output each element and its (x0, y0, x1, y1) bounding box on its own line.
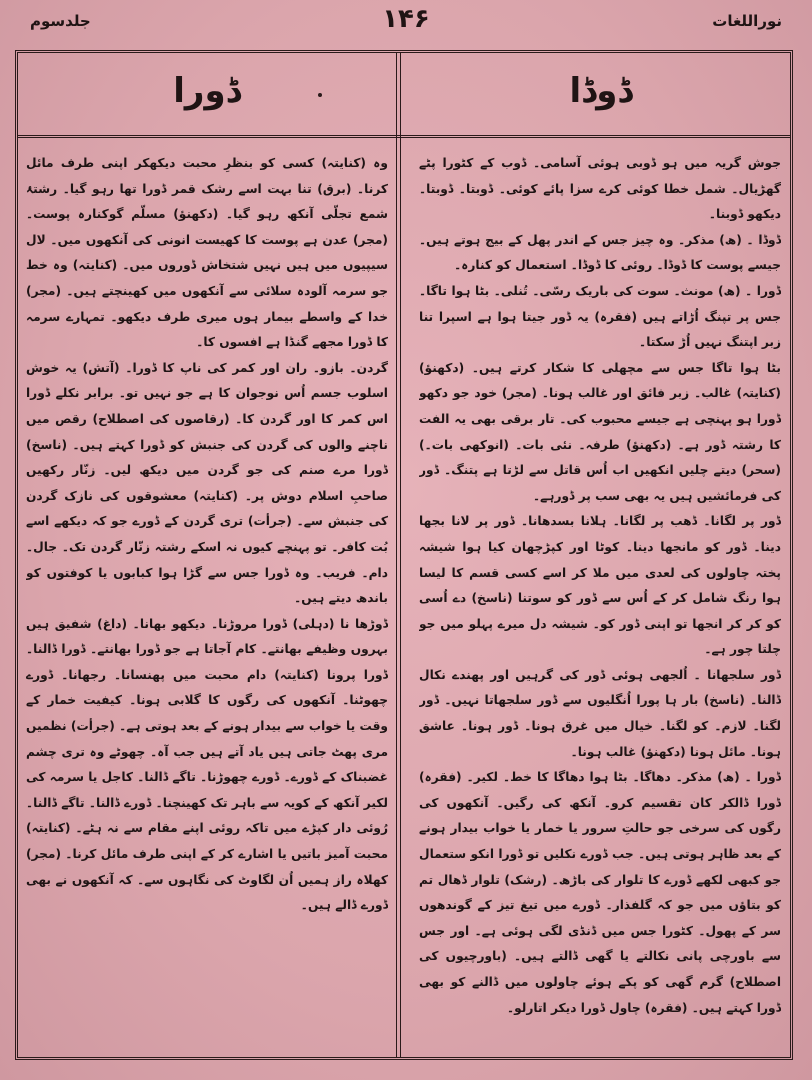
left-column-text (26, 151, 388, 1046)
volume-label: جلدسوم (30, 12, 91, 30)
running-head (30, 4, 782, 44)
right-paragraph: ڈور پر لگانا۔ ڈھب پر لگانا۔ ہلانا بسدھانا۔ ڈور پر لانا بجھا دینا۔ ڈور کو مانجھا دینا۔ کوٹا اور کپڑچھان کیا ہوا شیشہ پختہ چاولوں کی لعدی میں ملا کر اسے کسی قسم کا لیسا ہوا رنگ شامل کر کے اُس سے ڈور کو سوتنا (ناسخ) دے اُسی کو کر کر انجھا تو اپنی ڈور کو۔ شیشہ دل میرے پہلو میں جو چلتا چور ہے۔ (419, 514, 781, 657)
right-paragraph: ڈورا ۔ (ھ) مذکر۔ دھاگا۔ بٹا ہوا دھاگا کا خط۔ لکیر۔ (فقرہ) ڈورا ڈالکر کان تقسیم کرو۔ آنکھ کی رگیں۔ آنکھوں کی رگوں کی سرخی جو حالتِ سرور یا خمار یا خواب بیدار ہونے کے بعد ظاہر ہوتی ہیں۔ جب ڈورے نکلیں تو ڈورا انکو ستعمال جو کبھی لکھے ڈورے کا تلوار کی باڑھ۔ (رشک) تلوار ڈھال تم کو بتاؤں میں جو کہ گلفذار۔ ڈورے میں تیغ تیز کے گوندھوں سر کے پھول۔ کٹورا جس میں ڈنڈی لگی ہوئی ہے۔ اور جس سے باورچی پانی نکالتے یا گھی ڈالتے ہیں۔ (باورچیوں کی اصطلاح) گرم گھی کو پکے ہوئے چاولوں میں ڈالنے کو بھی ڈورا کہتے ہیں۔ (فقرہ) چاول ڈورا دیکر اتارلو۔ (419, 770, 781, 1015)
page-frame (15, 50, 793, 1060)
right-paragraph: ڈوڈا ۔ (ھ) مذکر۔ وہ چیز جس کے اندر پھل کے بیج ہوتے ہیں۔ جیسے پوست کا ڈوڈا۔ روئی کا ڈوڈا۔ استعمال کو کنارہ۔ (419, 232, 781, 273)
book-title: نوراللغات (712, 12, 782, 30)
left-paragraph: وہ (کنایتہ) کسی کو بنظرِ محبت دیکھکر اپنی طرف مائل کرنا۔ (برق) تنا بہت اسے رشک قمر ڈورا تھا رہو گیا۔ رشتۂ شمع تجلّی آنکھ رہو گیا۔ (دکھنؤ) مسلّم گوکنارہ پوست۔ (مجر) عدن ہے پوست کا کھیست انونی کی آنکھوں میں۔ لال سیپیوں میں ہیں نہیں شتخاش ڈوروں میں۔ (کنایتہ) وہ خط جو سرمہ آلودہ سلائی سے آنکھوں میں کھینچتے ہیں۔ (مجر) خدا کے واسطے بیمار ہوں میری طرف دیکھو۔ تمہارے سرمہ کا ڈورا مجھے گنڈا ہے افسوں کا۔ (26, 156, 388, 350)
right-paragraph: بٹا ہوا تاگا جس سے مچھلی کا شکار کرتے ہیں۔ (دکھنؤ) (کنایتہ) غالب۔ زبر فائق اور غالب ہونا۔ (مجر) خود جو دکھو ڈورا ہو پہنچی ہے جیسے محبوب کی۔ تار برقی بھی یہ الفت کا رشتہ ڈور ہے۔ (دکھنؤ) طرفہ۔ نئی بات۔ (انوکھی بات۔) (سحر) دیتے چلیں انکھیں اب اُس قاتل سے لڑتا ہے پتنگ۔ ڈور کی فرمائشیں ہیں یہ بھی سب پر ڈورہے۔ (419, 360, 781, 503)
column-divider (396, 53, 401, 1057)
right-paragraph: ڈورا ۔ (ھ) مونث۔ سوت کی باریک رسّی۔ تُنلی۔ بٹا ہوا تاگا۔ جس پر تپنگ اُڑاتے ہیں (فقرہ) یہ ڈور جیتا ہوا ہے اسپرا تنا زبر اپتنگ نہیں اُڑ سکتا۔ (419, 283, 781, 350)
right-paragraph: جوش گریہ میں ہو ڈوبی ہوئی آسامی۔ ڈوب کے کٹورا پٹے گھڑیال۔ شمل خطا کوئی کرے سزا پائے کوئی۔ ڈوبتا۔ ڈوبتا۔ دیکھو ڈوبنا۔ (419, 156, 781, 222)
right-column-text (419, 151, 781, 1046)
left-column-heading: ڈورا (173, 71, 241, 111)
right-paragraph: ڈور سلجھانا ۔ اُلجھی ہوئی ڈور کی گرہیں اور پھندے نکال ڈالنا۔ (ناسخ) بار ہا پورا اُنگلیوں سے ڈور سلجھاتا نہیں۔ ڈور لگنا۔ لازم۔ کو لگنا۔ خیال میں غرق ہونا۔ ڈور ہونا۔ عاشق ہونا۔ مائل ہونا (دکھنؤ) غالب ہونا۔ (419, 667, 781, 759)
left-paragraph: ڈوڑھا نا (دہلی) ڈورا مروڑنا۔ دیکھو بھانا۔ (داغ) شفیق ہیں بہروں وظیفے بھانتے۔ کام آجاتا ہے جو ڈورا بھانتے۔ ڈورا ڈالنا۔ ڈورا پرونا (کنایتہ) دام محبت میں پھنسانا۔ رجھانا۔ ڈورے چھوٹنا۔ آنکھوں کی رگوں کا گلابی ہونا۔ کیفیت خمار کے وقت یا خواب سے بیدار ہونے کے بعد ہوتی ہے۔ (جرأت) نظمیں مری پھٹ جاتی ہیں یاد آتے ہیں جب آہ۔ چھوٹے وہ تری چشم غضبناک کے ڈورے۔ ڈورے چھوڑنا۔ تاگے ڈالنا۔ کاجل یا سرمہ کی لکیر آنکھ کے کویہ سے باہر تک کھینچنا۔ ڈورے ڈالنا۔ تاگے ڈالنا۔ رُوئی دار کپڑے میں تاکہ روئی اپنے مقام سے نہ ہٹے۔ (کنایتہ) محبت آمیز باتیں یا اشارے کر کے اپنی طرف مائل کرنا۔ (مجر) کھلاہ راز ہمیں اُن لگاوٹ کی نگاہوں سے۔ کہ آنکھوں نے بھی ڈورے ڈالے ہیں۔ (26, 616, 388, 913)
header-dot (318, 93, 322, 97)
column-header-row (18, 53, 790, 138)
left-paragraph: گردن۔ بازو۔ ران اور کمر کی ناپ کا ڈورا۔ (آتش) یہ خوش اسلوب جسم اُس نوجوان کا ہے جو نہیں تو۔ برابر نکلے ڈورا اس کمر کا اور گردن کا۔ (رقاصوں کی اصطلاح) رقص میں ناچنے والوں کی گردن کی جنبش کو ڈورا کہتے ہیں۔ (ناسخ) ڈورا مرے صنم کی جو گردن میں دیکھ لیں۔ زنّار رکھیں صاحبِ اسلام دوش پر۔ (کنایتہ) معشوقوں کی نازک گردن کی جنبش سے۔ (جرأت) تری گردن کے ڈورے جو کہ دیکھے اسے بُت کافر۔ تو پہنچے کیوں نہ اسکے رشتہ زنّار گردن تک۔ جال۔ دام۔ فریب۔ وہ ڈورا جس سے گڑا ہوا کبابوں یا کوفتوں کو باندھ دیتے ہیں۔ (26, 360, 388, 606)
right-column-heading: ڈوڈا (569, 71, 633, 111)
page-number: ۱۴۶ (382, 4, 430, 34)
